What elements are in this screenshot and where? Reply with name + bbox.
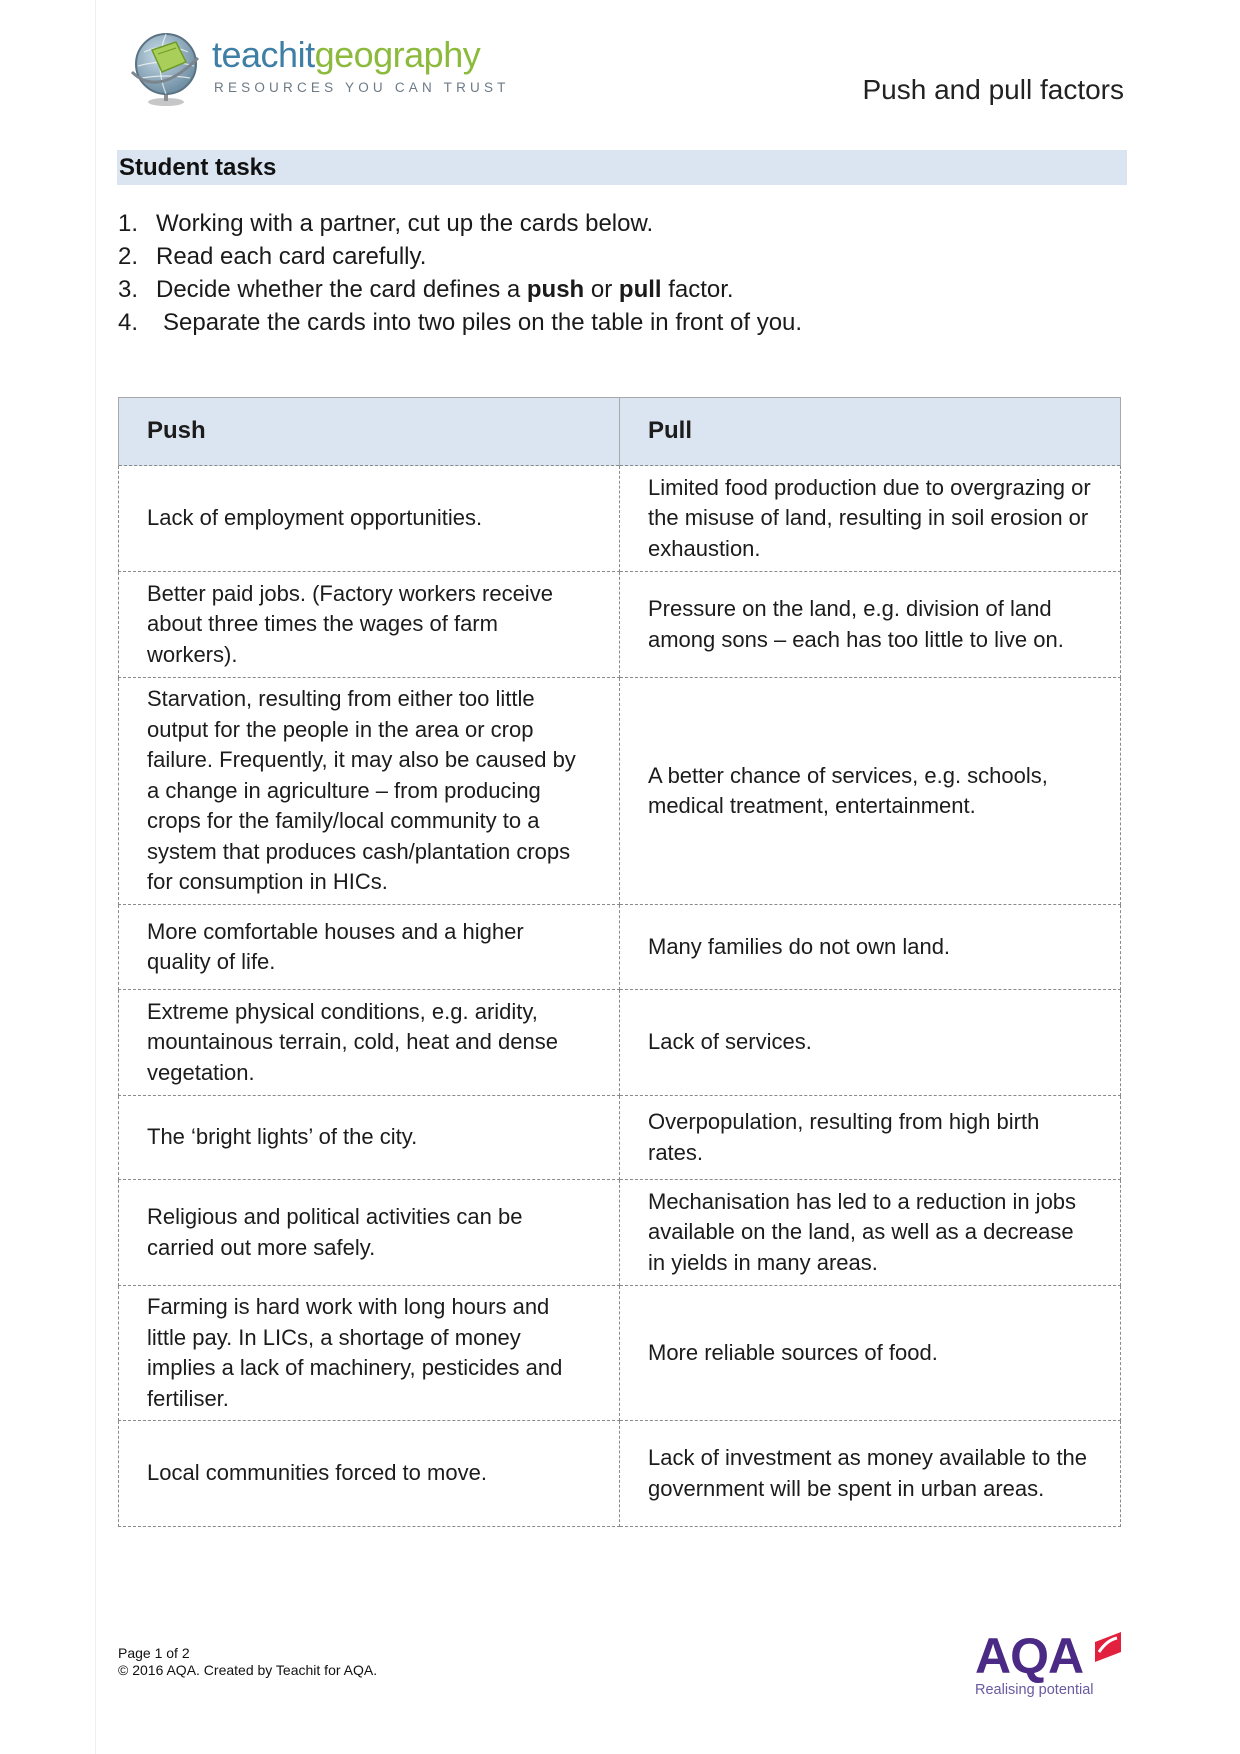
pull-card: Lack of investment as money available to the government will be spent in urban areas. <box>620 1421 1121 1527</box>
task-bold-push: push <box>526 276 585 303</box>
pull-card: Pressure on the land, e.g. division of land among sons – each has too little to live on. <box>620 572 1121 678</box>
teachit-geography-logo <box>128 26 508 108</box>
task-item <box>118 207 802 240</box>
push-card: Extreme physical conditions, e.g. aridity, mountainous terrain, cold, heat and dense vegetation. <box>119 990 620 1096</box>
task-number: 3. <box>118 276 139 303</box>
page-edge <box>95 0 96 1754</box>
globe-icon <box>128 28 210 110</box>
column-header-push: Push <box>119 398 620 466</box>
table-row <box>119 572 1121 678</box>
pull-card: More reliable sources of food. <box>620 1286 1121 1421</box>
task-item <box>118 273 802 306</box>
task-bold-pull: pull <box>618 276 662 303</box>
aqa-flag-icon <box>1093 1630 1123 1664</box>
task-number: 4. <box>118 309 139 336</box>
push-card: Religious and political activities can be carried out more safely. <box>119 1180 620 1286</box>
table-row <box>119 905 1121 990</box>
push-card: Local communities forced to move. <box>119 1421 620 1527</box>
push-card: More comfortable houses and a higher quality of life. <box>119 905 620 990</box>
table-row <box>119 1096 1121 1180</box>
logo-tagline: RESOURCES YOU CAN TRUST <box>214 80 510 95</box>
push-card: Lack of employment opportunities. <box>119 466 620 572</box>
task-text: Separate the cards into two piles on the table in front of you. <box>163 309 803 336</box>
task-item <box>118 240 802 273</box>
push-card: Starvation, resulting from either too little output for the people in the area or crop failure. Frequently, it may also be caused by a change in agriculture – from producing crops for the family/local community to a system that produces cash/plantation crops for consumption in HICs. <box>119 678 620 905</box>
aqa-tagline: Realising potential <box>975 1682 1094 1698</box>
table-row <box>119 1286 1121 1421</box>
table-row <box>119 990 1121 1096</box>
page-footer <box>118 1645 377 1679</box>
task-item <box>118 306 802 339</box>
logo-word-teachit: teachit <box>212 34 315 75</box>
table-header-row <box>119 398 1121 466</box>
task-text-mid: or <box>584 276 619 303</box>
push-pull-card-table <box>118 397 1121 1527</box>
logo-wordmark <box>212 34 480 76</box>
task-text: Working with a partner, cut up the cards below. <box>156 210 654 237</box>
pull-card: Many families do not own land. <box>620 905 1121 990</box>
push-card: Farming is hard work with long hours and little pay. In LICs, a shortage of money implies a lack of machinery, pesticides and fertiliser. <box>119 1286 620 1421</box>
task-text: Read each card carefully. <box>156 243 427 270</box>
table-row <box>119 1421 1121 1527</box>
task-list <box>118 207 802 339</box>
logo-word-geography: geography <box>314 34 481 75</box>
document-title: Push and pull factors <box>862 74 1124 105</box>
table-row <box>119 1180 1121 1286</box>
push-card: Better paid jobs. (Factory workers receive about three times the wages of farm workers). <box>119 572 620 678</box>
pull-card: A better chance of services, e.g. schools, medical treatment, entertainment. <box>620 678 1121 905</box>
task-number: 1. <box>118 210 139 237</box>
pull-card: Lack of services. <box>620 990 1121 1096</box>
table-row <box>119 466 1121 572</box>
section-header <box>117 150 1127 185</box>
task-number: 2. <box>118 243 139 270</box>
column-header-pull: Pull <box>620 398 1121 466</box>
aqa-logo <box>975 1628 1125 1703</box>
aqa-wordmark: AQA <box>975 1628 1084 1684</box>
pull-card: Mechanisation has led to a reduction in jobs available on the land, as well as a decrease in yields in many areas. <box>620 1180 1121 1286</box>
page-number: Page 1 of 2 <box>118 1645 190 1661</box>
pull-card: Overpopulation, resulting from high birth rates. <box>620 1096 1121 1180</box>
pull-card: Limited food production due to overgrazing or the misuse of land, resulting in soil erosion or exhaustion. <box>620 466 1121 572</box>
copyright-notice: © 2016 AQA. Created by Teachit for AQA. <box>118 1662 378 1678</box>
task-text-post: factor. <box>661 276 734 303</box>
push-card: The ‘bright lights’ of the city. <box>119 1096 620 1180</box>
task-text-pre: Decide whether the card defines a <box>156 276 527 303</box>
section-title: Student tasks <box>119 154 277 181</box>
table-row <box>119 678 1121 905</box>
